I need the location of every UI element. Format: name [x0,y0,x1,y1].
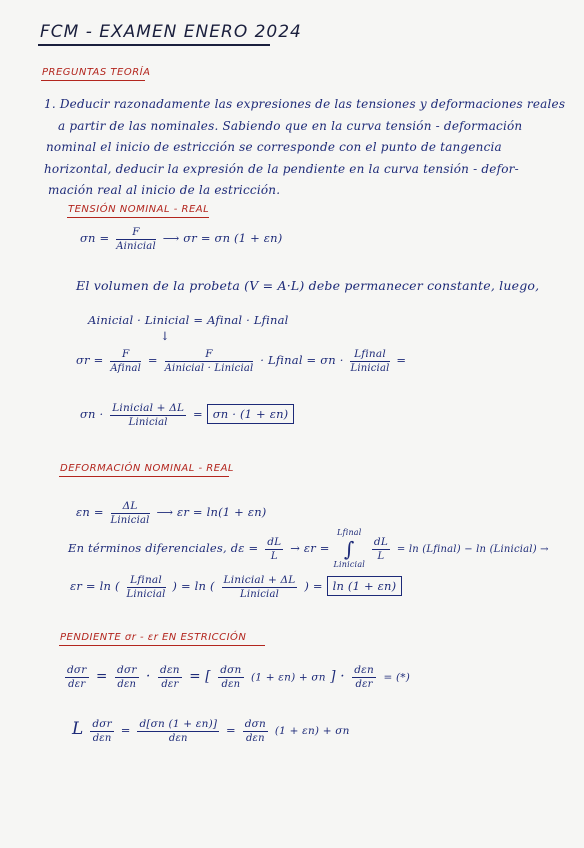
arrow-down: ↓ [160,329,170,343]
fraction: $\frac{\text{dεn}}{\text{dεr}}$ [160,664,180,690]
equation-real-stress-result: σn · $\frac{\text{Linicial + ΔL}}{\text{Linicial}}$ = σn · (1 + εn) [80,402,294,428]
fraction: $\frac{\text{dσr}}{\text{dεn}}$ [117,664,137,690]
question-paragraph [44,94,566,202]
equation-volume-constant: Ainicial · Linicial = Afinal · Lfinal [88,313,289,327]
question-line: mación real al inicio de la estricción. [48,183,281,197]
fraction: $\frac{d[\sigma n (1 + \varepsilon n)]}{\text{dεn}}$ [139,718,218,744]
equation-nominal-stress: σn = $\frac{F}{\text{Ainicial}}$ ⟶ σr = σn (1 + εn) [80,226,283,252]
heading-underline [67,217,209,218]
heading-underline [59,645,265,646]
boxed-result: ln (1 + εn) [327,576,403,596]
fraction: $\frac{F}{\text{Ainicial · Linicial}}$ [164,348,254,374]
fraction: $\frac{\text{dσr}}{\text{dεr}}$ [67,664,87,690]
fraction: $\frac{\text{dσn}}{\text{dεn}}$ [244,718,266,744]
question-line: 1. Deducir razonadamente las expresiones de las tensiones y deformaciones reales [44,97,566,111]
fraction: $\frac{dL}{L}$ [373,536,389,562]
fraction: $\frac{\text{Linicial + ΔL}}{\text{Linicial}}$ [223,574,296,600]
fraction: $\frac{\text{dεn}}{\text{dεr}}$ [354,664,374,690]
heading-underline [59,476,229,477]
equation-slope-derivative: L $\frac{\text{dσr}}{\text{dεn}}$ = $\frac{d[\sigma n (1 + \varepsilon n)]}{\text{dεn}}$ = $\frac{\text{dσn}}{\text{dεn}}$ (1 + εn) + σn [72,718,350,744]
question-line: horizontal, deducir la expresión de la pendiente en la curva tensión - defor- [44,161,519,176]
integral-sign-icon: ∫ [343,537,355,561]
volume-statement: El volumen de la probeta (V = A·L) debe permanecer constante, luego, [76,278,540,293]
heading-tension: TENSIÓN NOMINAL - REAL [68,204,210,215]
heading-deformation: DEFORMACIÓN NOMINAL - REAL [60,463,234,474]
integral-limits: Lfinal ∫ Linicial [333,528,366,569]
fraction: $\frac{F}{\text{Afinal}}$ [110,348,142,374]
heading-slope: PENDIENTE σr - εr EN ESTRICCIÓN [60,632,247,643]
page-title: FCM - EXAMEN ENERO 2024 [40,22,302,42]
equation-slope-chain-rule: $\frac{\text{dσr}}{\text{dεr}}$ = $\frac{\text{dσr}}{\text{dεn}}$ · $\frac{\text{dεn}}{\text{dεr}}$ = [ $\frac{\text{dσn}}{\text{dεn}}$ (1 + εn) + σn ] · $\frac{\text{dεn}}{\text{dεr}}$ = (*) [67,664,411,690]
fraction: $\frac{\text{dσr}}{\text{dεn}}$ [92,718,112,744]
heading-underline [41,80,145,81]
question-line: a partir de las nominales. Sabiendo que en la curva tensión - deformación [58,118,523,133]
fraction: $\frac{\Delta L}{\text{Linicial}}$ [110,500,150,526]
title-underline [38,44,270,46]
fraction: $\frac{F}{\text{Ainicial}}$ [116,226,156,252]
fraction: $\frac{\text{Linicial + ΔL}}{\text{Linicial}}$ [112,402,185,428]
fraction: $\frac{\text{Lfinal}}{\text{Linicial}}$ [126,574,166,600]
fraction: $\frac{\text{dσn}}{\text{dεn}}$ [220,664,242,690]
equation-real-stress: σr = $\frac{F}{\text{Afinal}}$ = $\frac{F}{\text{Ainicial · Linicial}}$ · Lfinal = σn · $\frac{\text{Lfinal}}{\text{Linicial}}$ = [76,348,407,374]
section-heading-theory: PREGUNTAS TEORÍA [42,67,151,78]
fraction: $\frac{\text{Lfinal}}{\text{Linicial}}$ [350,348,390,374]
boxed-result: σn · (1 + εn) [207,404,295,424]
equation-real-strain: εr = ln ( $\frac{\text{Lfinal}}{\text{Linicial}}$ ) = ln ( $\frac{\text{Linicial + ΔL}}{\text{Linicial}}$ ) = ln (1 + εn) [70,574,402,600]
equation-differential-strain: En términos diferenciales, dε = $\frac{dL}{L}$ → εr = Lfinal ∫ Linicial $\frac{dL}{L}$ = ln (Lfinal) − ln (Linicial) → [68,528,549,569]
equation-nominal-strain: εn = $\frac{\Delta L}{\text{Linicial}}$ ⟶ εr = ln(1 + εn) [76,500,267,526]
question-line: nominal el inicio de estricción se corresponde con el punto de tangencia [46,140,502,154]
fraction: $\frac{dL}{L}$ [267,536,282,562]
